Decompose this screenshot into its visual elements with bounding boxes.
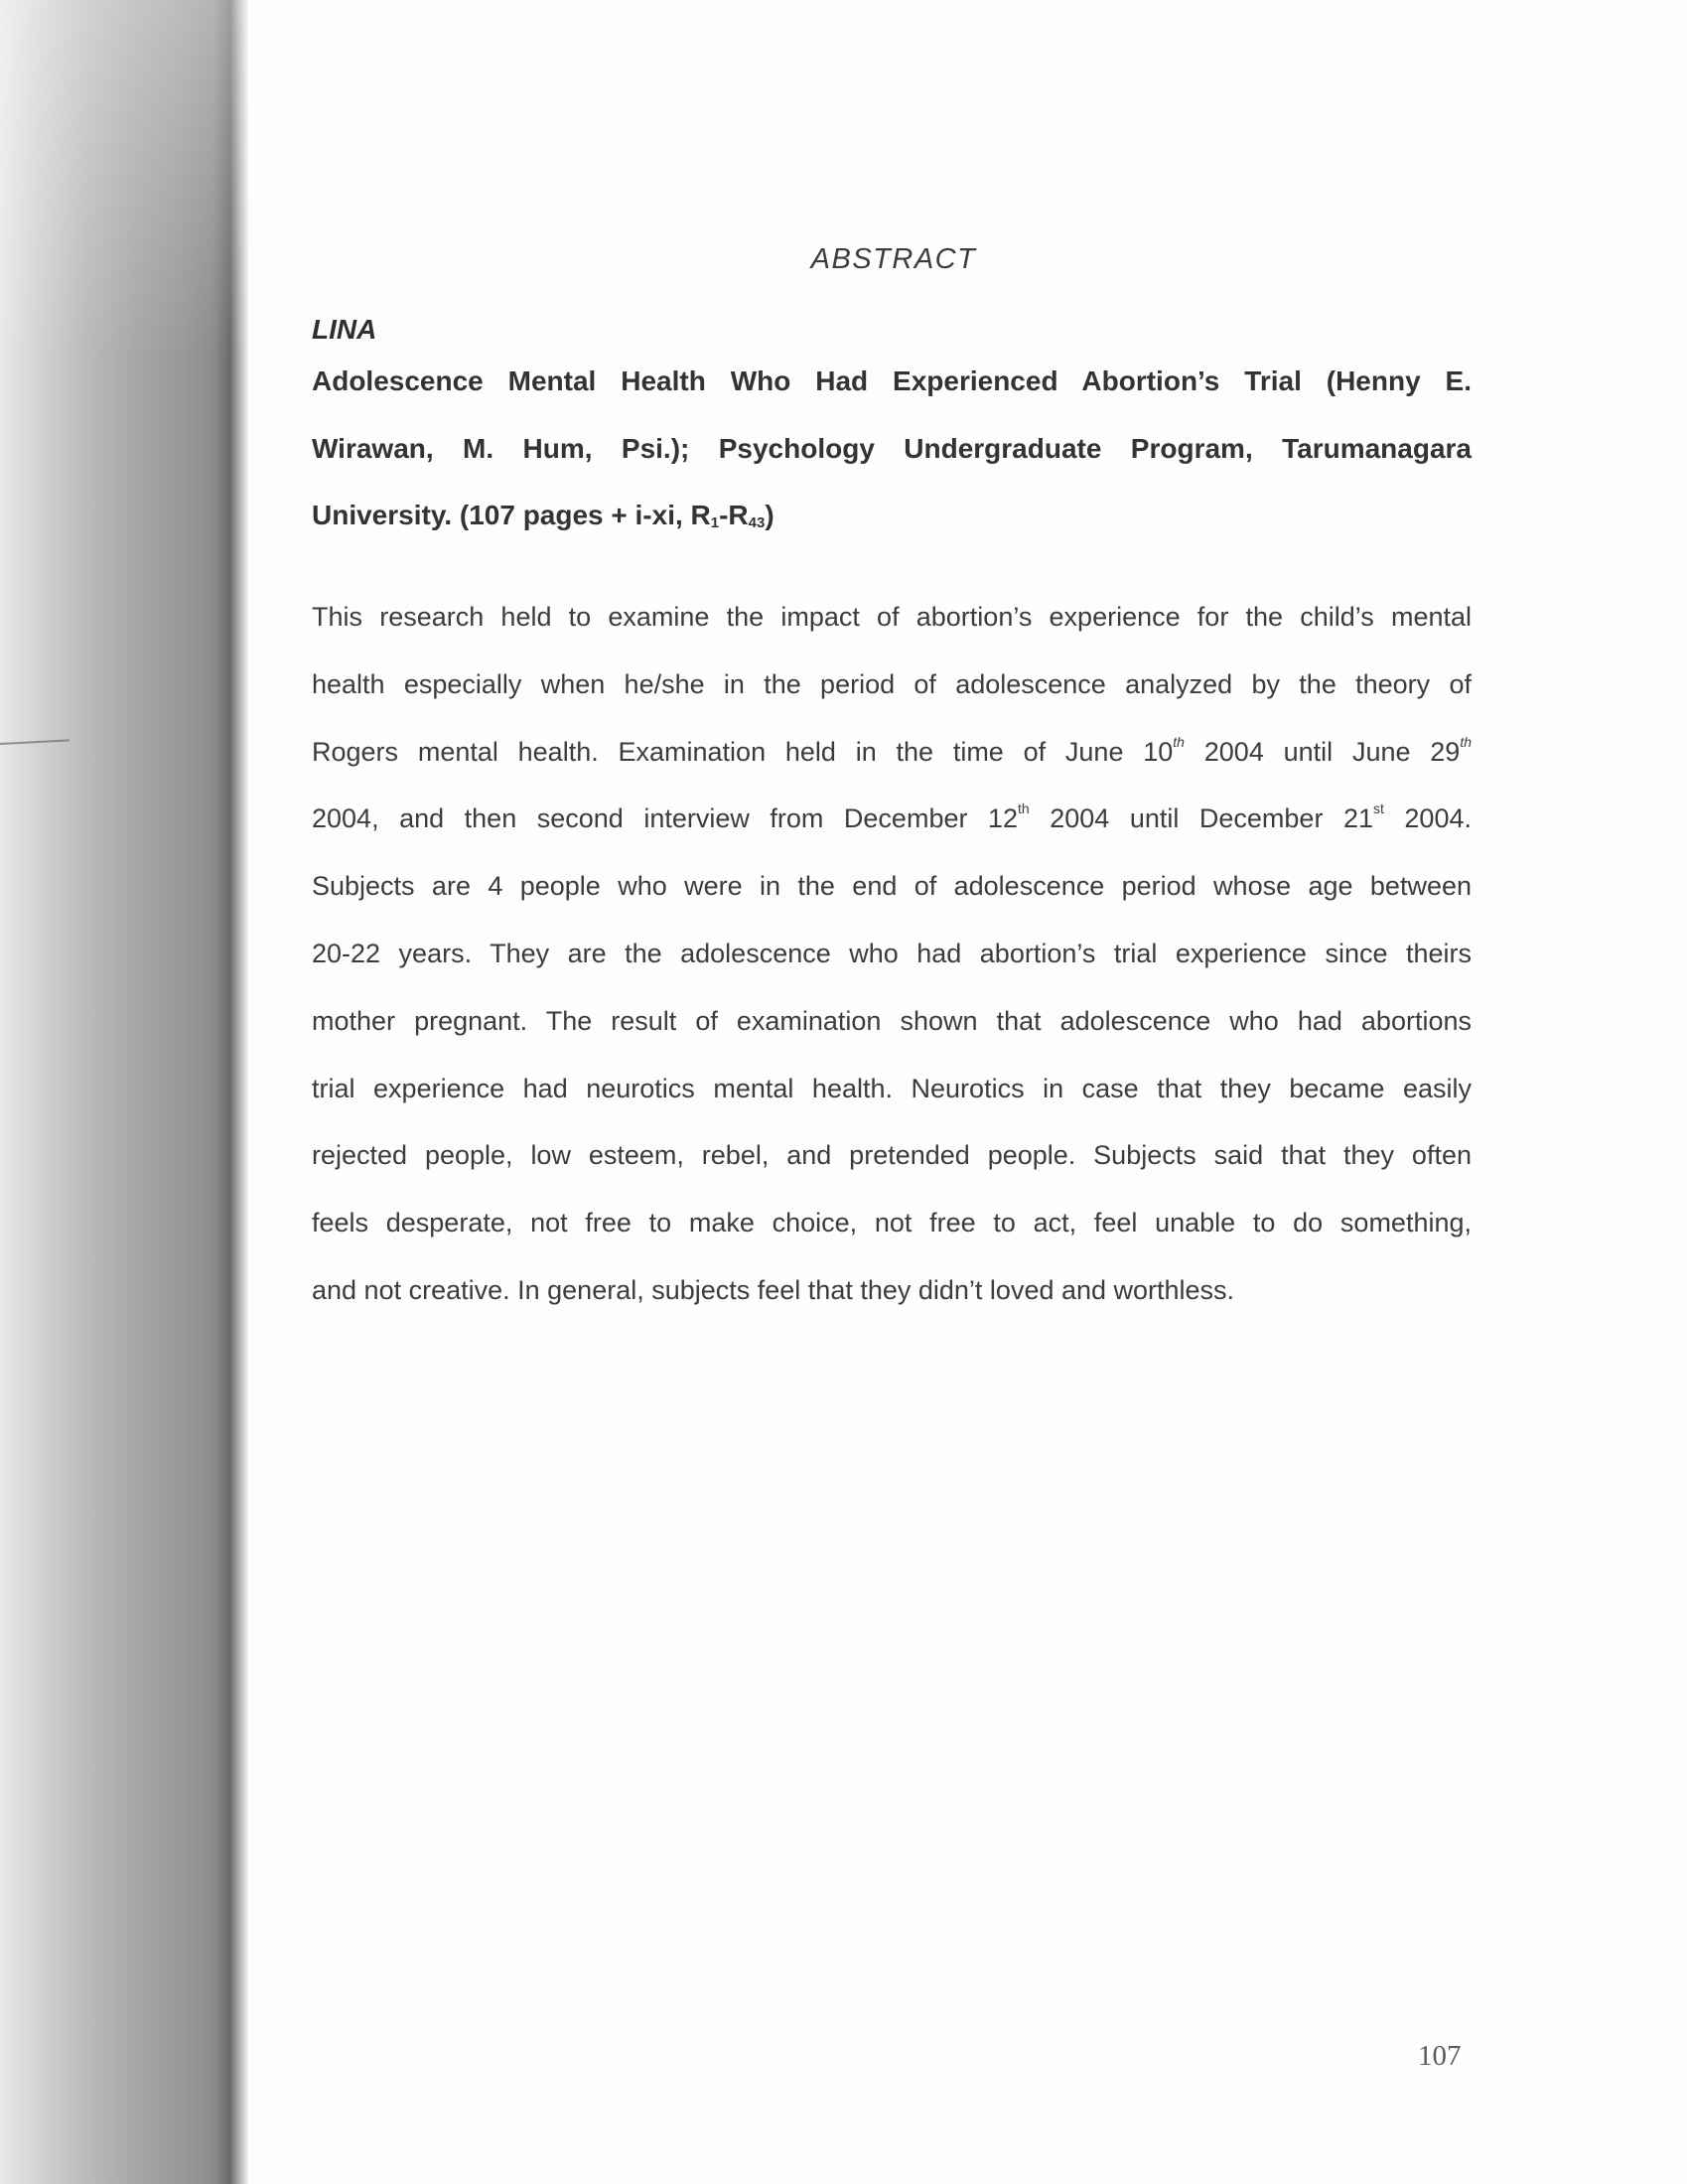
body-line-1: This research held to examine the impact of abortion’s experience for the child’s mental xyxy=(312,602,1472,632)
body-line-4-part-a: 2004, and then second interview from December 12 xyxy=(312,803,1019,834)
body-line-2: health especially when he/she in the period of adolescence analyzed by the theory of xyxy=(312,668,1472,699)
ordinal-superscript: th xyxy=(1460,733,1472,750)
body-line-9: rejected people, low esteem, rebel, and pretended people. Subjects said that they often xyxy=(312,1140,1472,1171)
body-line-10: feels desperate, not free to make choice, not free to act, feel unable to do something, xyxy=(312,1208,1472,1238)
abstract-heading: ABSTRACT xyxy=(810,243,977,275)
body-line-7: mother pregnant. The result of examination shown that adolescence who had abortions xyxy=(312,1005,1472,1036)
citation-subscript-43: 43 xyxy=(748,514,766,531)
citation-line-3 xyxy=(312,482,1472,557)
ordinal-superscript: st xyxy=(1373,801,1384,817)
body-line-8: trial experience had neurotics mental health. Neurotics in case that they became easily xyxy=(312,1073,1472,1103)
citation-line-2: Wirawan, M. Hum, Psi.); Psychology Undergraduate Program, Tarumanagara xyxy=(312,432,1472,464)
thesis-citation xyxy=(312,348,1472,557)
body-line-4-part-b: 2004 until December 21 xyxy=(1029,803,1373,834)
citation-subscript-1: 1 xyxy=(710,514,720,531)
author-name: LINA xyxy=(312,314,377,345)
body-line-4 xyxy=(312,786,1472,853)
page-number: 107 xyxy=(1418,2040,1462,2072)
citation-dash: -R xyxy=(719,500,749,530)
citation-close-paren: ) xyxy=(765,500,774,530)
body-line-4-part-c: 2004. xyxy=(1383,803,1472,834)
binding-highlight xyxy=(0,0,248,358)
abstract-body xyxy=(312,584,1472,1325)
body-line-6: 20-22 years. They are the adolescence who had abortion’s trial experience since theirs xyxy=(312,938,1472,968)
citation-line-1: Adolescence Mental Health Who Had Experienced Abortion’s Trial (Henny E. xyxy=(312,365,1472,396)
body-line-5: Subjects are 4 people who were in the end of adolescence period whose age between xyxy=(312,871,1472,902)
body-line-3 xyxy=(312,719,1472,787)
body-line-3-part-a: Rogers mental health. Examination held in the time of June 10 xyxy=(312,736,1174,767)
citation-line-3-text: University. (107 pages + i-xi, R xyxy=(312,500,711,530)
ordinal-superscript: th xyxy=(1018,801,1030,817)
ordinal-superscript: th xyxy=(1173,733,1185,750)
body-line-3-part-b: 2004 until June 29 xyxy=(1184,736,1461,767)
body-line-11: and not creative. In general, subjects feel that they didn’t loved and worthless. xyxy=(312,1274,1235,1305)
